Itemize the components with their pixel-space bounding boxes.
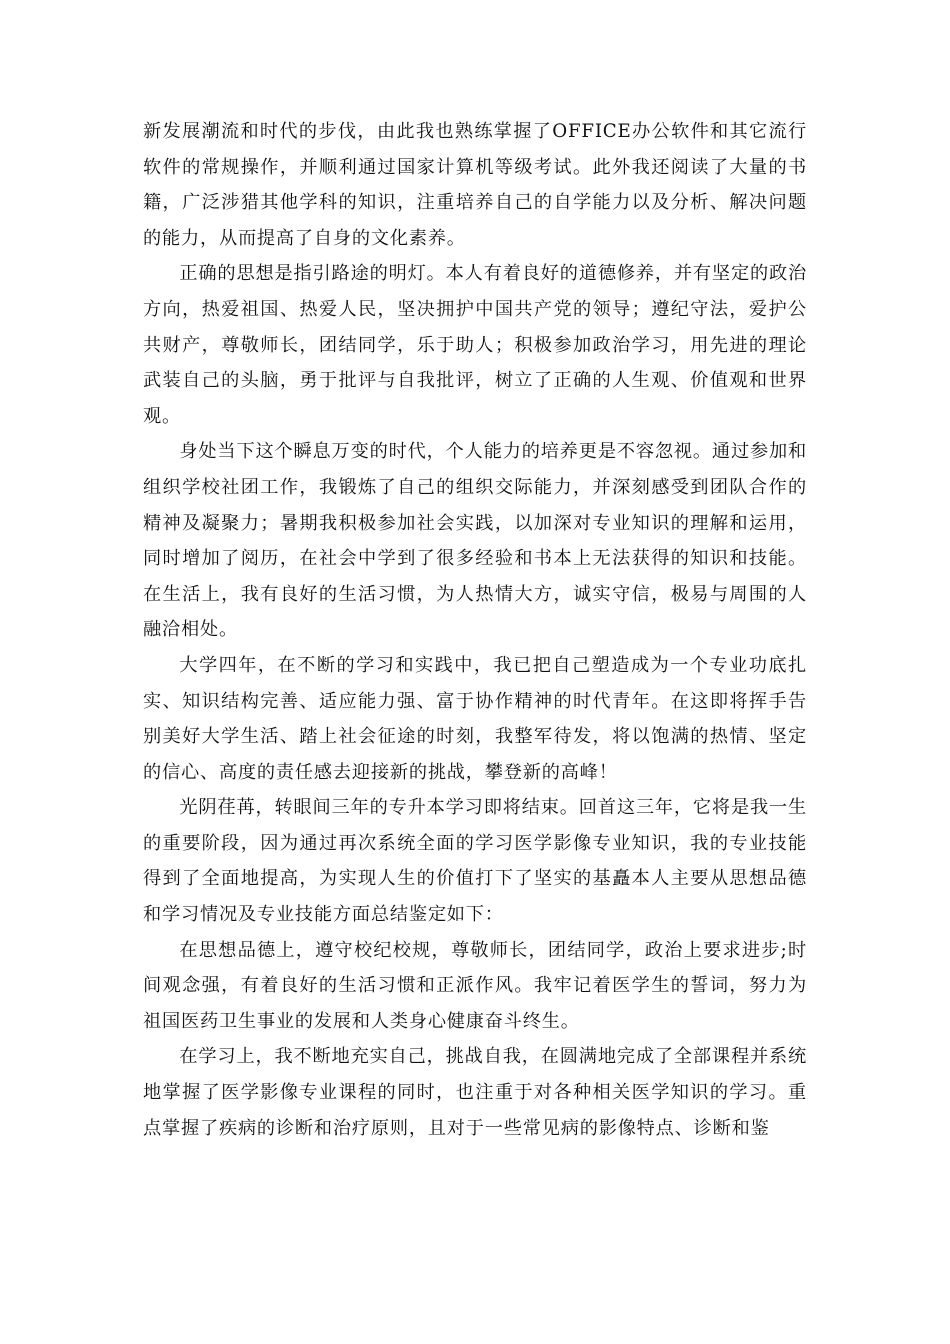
- paragraph-4: 大学四年，在不断的学习和实践中，我已把自己塑造成为一个专业功底扎实、知识结构完善、适应能力强、富于协作精神的时代青年。在这即将挥手告别美好大学生活、踏上社会征途的时刻，我整军待发，将以饱满的热情、坚定的信心、高度的责任感去迎接新的挑战，攀登新的高峰！: [143, 654, 807, 783]
- document-body: [143, 114, 807, 1146]
- paragraph-2: 正确的思想是指引路途的明灯。本人有着良好的道德修养，并有坚定的政治方向，热爱祖国、热爱人民，坚决拥护中国共产党的领导；遵纪守法，爱护公共财产，尊敬师长，团结同学，乐于助人；积极参加政治学习，用先进的理论武装自己的头脑，勇于批评与自我批评，树立了正确的人生观、价值观和世界观。: [143, 263, 807, 427]
- paragraph-5: 光阴荏苒，转眼间三年的专升本学习即将结束。回首这三年，它将是我一生的重要阶段，因为通过再次系统全面的学习医学影像专业知识，我的专业技能得到了全面地提高，为实现人生的价值打下了坚实的基矗本人主要从思想品德和学习情况及专业技能方面总结鉴定如下：: [143, 797, 807, 926]
- paragraph-7: 在学习上，我不断地充实自己，挑战自我，在圆满地完成了全部课程并系统地掌握了医学影像专业课程的同时，也注重于对各种相关医学知识的学习。重点掌握了疾病的诊断和治疗原则，且对于一些常见病的影像特点、诊断和鉴: [143, 1046, 807, 1139]
- paragraph-3: 身处当下这个瞬息万变的时代，个人能力的培养更是不容忽视。通过参加和组织学校社团工作，我锻炼了自己的组织交际能力，并深刻感受到团队合作的精神及凝聚力；暑期我积极参加社会实践，以加深对专业知识的理解和运用，同时增加了阅历，在社会中学到了很多经验和书本上无法获得的知识和技能。在生活上，我有良好的生活习惯，为人热情大方，诚实守信，极易与周围的人融洽相处。: [143, 441, 807, 641]
- paragraph-1: 新发展潮流和时代的步伐，由此我也熟练掌握了OFFICE办公软件和其它流行软件的常规操作，并顺利通过国家计算机等级考试。此外我还阅读了大量的书籍，广泛涉猎其他学科的知识，注重培养自己的自学能力以及分析、解决问题的能力，从而提高了自身的文化素养。: [143, 121, 807, 249]
- paragraph-6: 在思想品德上，遵守校纪校规，尊敬师长，团结同学，政治上要求进步;时间观念强，有着良好的生活习惯和正派作风。我牢记着医学生的誓词，努力为祖国医药卫生事业的发展和人类身心健康奋斗终生。: [143, 939, 807, 1032]
